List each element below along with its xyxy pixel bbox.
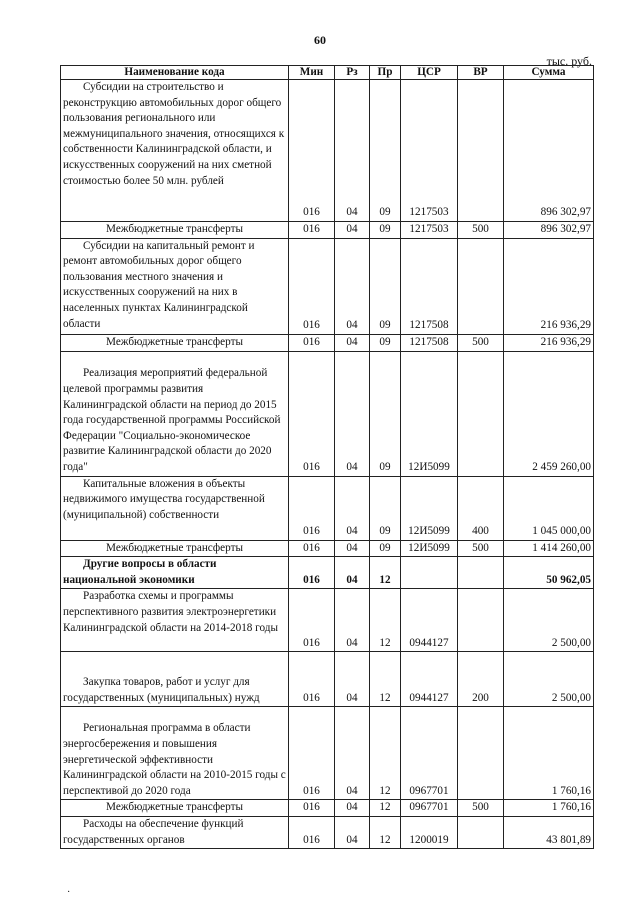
header-pr: Пр [370,66,401,80]
row-pr: 12 [370,800,401,817]
budget-table [60,65,594,849]
row-rz: 04 [335,557,370,589]
row-rz: 04 [335,476,370,540]
row-min: 016 [289,334,335,351]
row-vr: 500 [458,222,504,239]
row-sum: 896 302,97 [504,222,594,239]
row-min: 016 [289,800,335,817]
row-min: 016 [289,557,335,589]
row-min: 016 [289,652,335,707]
row-name: Расходы на обеспечение функций государственных органов [61,816,289,848]
row-name: Межбюджетные трансферты [61,800,289,817]
table-row [61,800,594,817]
row-sum: 216 936,29 [504,334,594,351]
row-pr: 09 [370,476,401,540]
row-sum: 1 760,16 [504,707,594,800]
row-sum: 1 045 000,00 [504,476,594,540]
row-sum: 216 936,29 [504,238,594,334]
row-pr: 09 [370,238,401,334]
row-name: Капитальные вложения в объекты недвижимого имущества государственной (муниципальной) собственности [61,476,289,540]
table-header-row [61,66,594,80]
header-vr: ВР [458,66,504,80]
row-sum: 896 302,97 [504,80,594,222]
row-rz: 04 [335,540,370,557]
row-csr [401,557,458,589]
row-rz: 04 [335,816,370,848]
row-min: 016 [289,540,335,557]
row-vr [458,80,504,222]
row-vr: 500 [458,334,504,351]
row-min: 016 [289,589,335,652]
row-pr: 12 [370,652,401,707]
row-sum: 2 500,00 [504,589,594,652]
row-pr: 12 [370,707,401,800]
header-rz: Рз [335,66,370,80]
row-pr: 09 [370,351,401,476]
row-name: Другие вопросы в области национальной экономики [61,557,289,589]
row-csr: 0967701 [401,707,458,800]
table-row [61,707,594,800]
row-min: 016 [289,222,335,239]
row-csr: 0944127 [401,652,458,707]
row-vr [458,557,504,589]
row-name: Субсидии на строительство и реконструкцию автомобильных дорог общего пользования регионального или межмуниципального значения, относящихся к собственности Калининградской области, и искусственных сооружений на них сметной стоимостью более 50 млн. рублей [61,80,289,222]
row-min: 016 [289,707,335,800]
row-vr: 500 [458,540,504,557]
row-vr: 200 [458,652,504,707]
row-pr: 12 [370,589,401,652]
row-vr: 500 [458,800,504,817]
table-row [61,238,594,334]
row-rz: 04 [335,652,370,707]
table-row [61,476,594,540]
row-sum: 50 962,05 [504,557,594,589]
row-min: 016 [289,80,335,222]
row-vr [458,707,504,800]
row-vr: 400 [458,476,504,540]
row-rz: 04 [335,589,370,652]
table-row [61,652,594,707]
row-csr: 1217503 [401,222,458,239]
row-rz: 04 [335,707,370,800]
row-vr [458,351,504,476]
row-csr: 1217508 [401,238,458,334]
row-csr: 0944127 [401,589,458,652]
row-pr: 09 [370,334,401,351]
row-csr: 1200019 [401,816,458,848]
table-row [61,816,594,848]
row-pr: 12 [370,557,401,589]
row-csr: 12И5099 [401,476,458,540]
row-rz: 04 [335,334,370,351]
row-name: Субсидии на капитальный ремонт и ремонт автомобильных дорог общего пользования местного значения и искусственных сооружений на них в населенных пунктах Калининградской области [61,238,289,334]
header-sum: Сумма [504,66,594,80]
row-rz: 04 [335,238,370,334]
row-pr: 09 [370,80,401,222]
row-rz: 04 [335,80,370,222]
row-name: Разработка схемы и программы перспективного развития электроэнергетики Калининградской области на 2014-2018 годы [61,589,289,652]
row-sum: 2 500,00 [504,652,594,707]
row-csr: 12И5099 [401,351,458,476]
row-csr: 1217503 [401,80,458,222]
row-rz: 04 [335,222,370,239]
row-min: 016 [289,238,335,334]
table-row [61,80,594,222]
row-name: Региональная программа в области энергосбережения и повышения энергетической эффективности Калининградской области на 2010-2015 годы с перспективой до 2020 года [61,707,289,800]
row-sum: 1 414 260,00 [504,540,594,557]
row-name: Межбюджетные трансферты [61,334,289,351]
row-pr: 09 [370,540,401,557]
row-csr: 12И5099 [401,540,458,557]
table-row [61,589,594,652]
row-min: 016 [289,351,335,476]
footer-mark: · [67,887,71,898]
row-min: 016 [289,816,335,848]
row-rz: 04 [335,800,370,817]
row-csr: 1217508 [401,334,458,351]
row-min: 016 [289,476,335,540]
page-number: 60 [314,33,326,47]
row-csr: 0967701 [401,800,458,817]
row-sum: 1 760,16 [504,800,594,817]
row-name: Реализация мероприятий федеральной целевой программы развития Калининградской области на период до 2015 года государственной программы Российской Федерации "Социально-экономическое развитие Калининградской области до 2020 года" [61,351,289,476]
row-pr: 09 [370,222,401,239]
row-sum: 43 801,89 [504,816,594,848]
row-name: Межбюджетные трансферты [61,222,289,239]
table-row [61,540,594,557]
row-rz: 04 [335,351,370,476]
header-name: Наименование кода [61,66,289,80]
row-vr [458,238,504,334]
table-row [61,334,594,351]
row-vr [458,589,504,652]
row-name: Закупка товаров, работ и услуг для государственных (муниципальных) нужд [61,652,289,707]
table-row [61,222,594,239]
row-pr: 12 [370,816,401,848]
header-min: Мин [289,66,335,80]
row-name: Межбюджетные трансферты [61,540,289,557]
table-row [61,351,594,476]
units-label: тыс. руб. [546,54,592,68]
header-csr: ЦСР [401,66,458,80]
row-vr [458,816,504,848]
row-sum: 2 459 260,00 [504,351,594,476]
table-row [61,557,594,589]
